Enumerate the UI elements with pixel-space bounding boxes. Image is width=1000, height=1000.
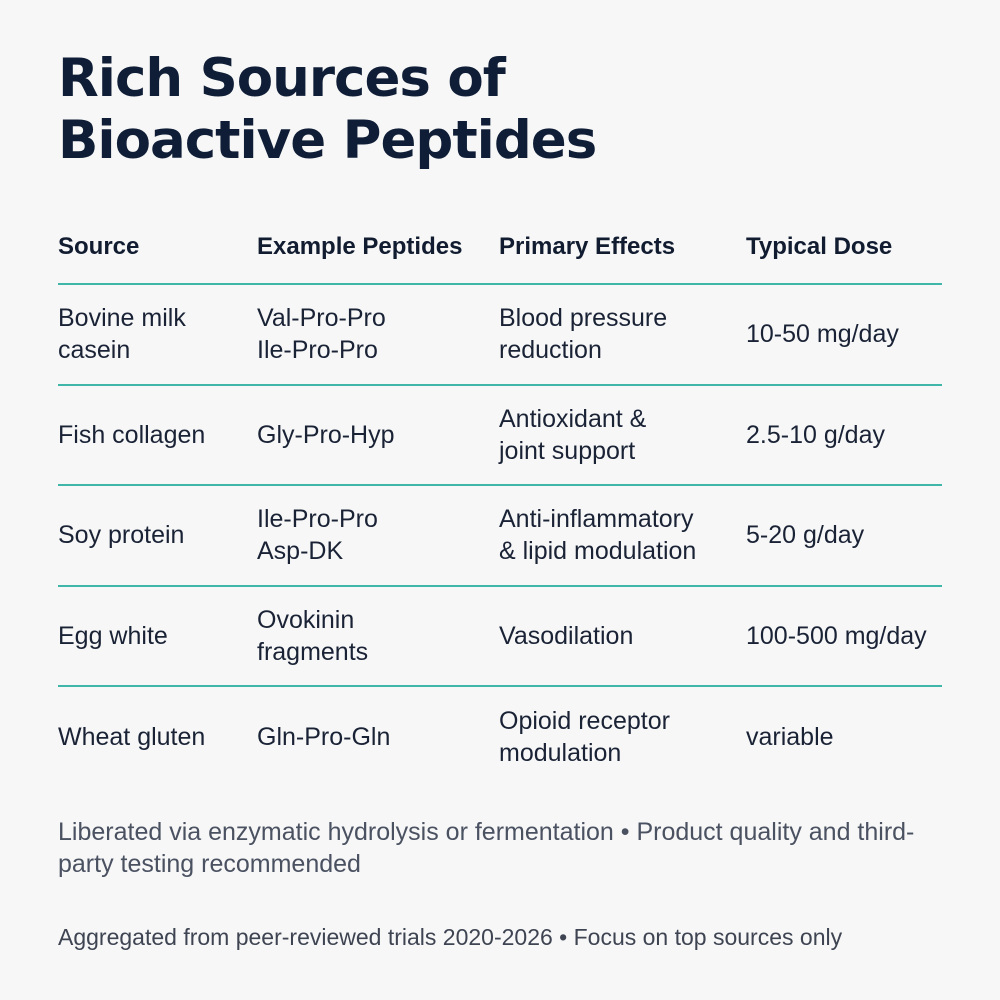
table-row <box>58 386 942 487</box>
cell-effects: Opioid receptor modulation <box>499 707 670 768</box>
cell-source: Soy protein <box>58 521 185 550</box>
cell-peptides: Gln-Pro-Gln <box>257 723 391 752</box>
table-header-row <box>58 225 942 285</box>
table-row <box>58 285 942 386</box>
cell-effects: Blood pressure reduction <box>499 304 668 365</box>
title-line-1: Rich Sources of <box>58 48 505 109</box>
source-footnote: Aggregated from peer-reviewed trials 2020-2026 • Focus on top sources only <box>58 924 843 950</box>
header-typical-dose: Typical Dose <box>746 233 893 260</box>
title-line-2: Bioactive Peptides <box>58 110 597 171</box>
cell-source: Bovine milk casein <box>58 304 186 365</box>
cell-peptides: Ile-Pro-Pro Asp-DK <box>257 505 378 566</box>
cell-dose: 10-50 mg/day <box>746 320 899 349</box>
header-primary-effects: Primary Effects <box>499 233 676 260</box>
header-example-peptides: Example Peptides <box>257 233 463 260</box>
cell-source: Egg white <box>58 621 168 650</box>
cell-peptides: Ovokinin fragments <box>257 605 369 666</box>
cell-source: Wheat gluten <box>58 723 206 752</box>
cell-source: Fish collagen <box>58 420 206 449</box>
peptide-sources-table <box>58 225 942 788</box>
cell-dose: 5-20 g/day <box>746 521 865 550</box>
cell-effects: Anti-inflammatory & lipid modulation <box>499 505 697 566</box>
table-row <box>58 486 942 587</box>
header-source: Source <box>58 233 140 260</box>
cell-dose: 100-500 mg/day <box>746 621 927 650</box>
cell-peptides: Val-Pro-Pro Ile-Pro-Pro <box>257 304 386 365</box>
cell-peptides: Gly-Pro-Hyp <box>257 420 395 449</box>
cell-dose: 2.5-10 g/day <box>746 420 885 449</box>
cell-dose: variable <box>746 723 834 752</box>
table-row <box>58 587 942 688</box>
cell-effects: Antioxidant & joint support <box>499 404 647 465</box>
cell-effects: Vasodilation <box>499 621 634 650</box>
page-title <box>58 48 596 172</box>
table-row <box>58 687 942 788</box>
methodology-note: Liberated via enzymatic hydrolysis or fermentation • Product quality and third-party testing recommended <box>58 818 915 878</box>
